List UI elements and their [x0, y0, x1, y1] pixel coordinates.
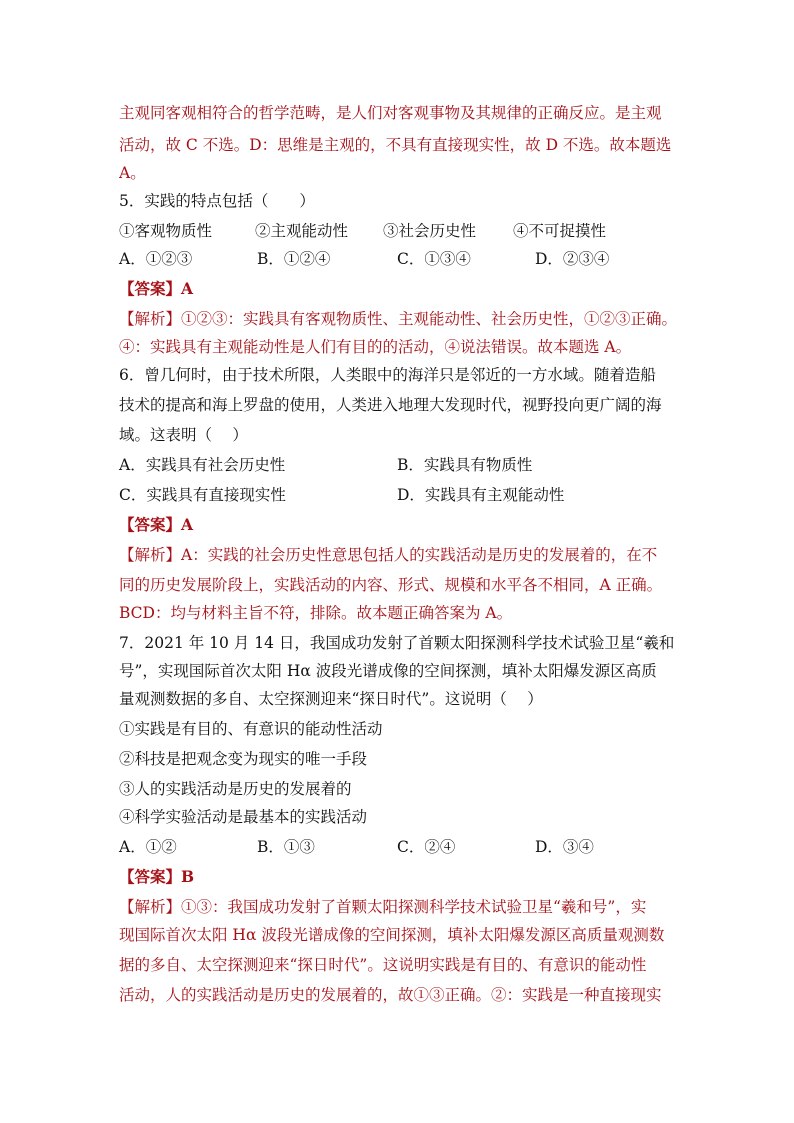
q5-stem: 5．实践的特点包括（ ）	[119, 192, 315, 210]
prev-explanation-line-2: 活动，故 C 不选。D：思维是主观的，不具有直接现实性，故 D 不选。故本题选	[119, 136, 672, 154]
prev-explanation-line-3: A。	[119, 164, 146, 182]
q6-explanation-line-3: BCD：均与材料主旨不符，排除。故本题正确答案为 A。	[119, 604, 513, 622]
q6-options-row-2	[119, 484, 679, 506]
q6-stem-line-1: 6．曾几何时，由于技术所限，人类眼中的海洋只是邻近的一方水域。随着造船	[119, 366, 656, 384]
q7-stem-line-3: 量观测数据的多自、太空探测迎来“探日时代”。这说明（ ）	[119, 690, 543, 708]
q7-explanation-line-1: 【解析】①③：我国成功发射了首颗太阳探测科学技术试验卫星“羲和号”，实	[119, 898, 647, 916]
q7-option-d: D．③④	[535, 838, 594, 856]
q5-option-b: B．①②④	[257, 250, 331, 268]
q7-explanation-line-3: 据的多自、太空探测迎来“探日时代”。这说明实践是有目的、有意识的能动性	[119, 956, 647, 974]
q6-explanation-line-1: 【解析】A：实践的社会历史性意思包括人的实践活动是历史的发展着的，在不	[119, 546, 658, 564]
q5-option-c: C．①③④	[397, 250, 471, 268]
q7-option-c: C．②④	[397, 838, 456, 856]
q5-explanation-line-1: 【解析】①②③：实践具有客观物质性、主观能动性、社会历史性，①②③正确。	[119, 310, 678, 328]
q6-option-b: B．实践具有物质性	[397, 456, 533, 474]
q7-item-2: ②科技是把观念变为现实的唯一手段	[119, 750, 368, 768]
q7-option-b: B．①③	[257, 838, 315, 856]
q7-explanation-line-4: 活动，人的实践活动是历史的发展着的，故①③正确。②：实践是一种直接现实	[119, 986, 662, 1004]
q5-items-row	[119, 220, 679, 242]
q7-explanation-line-2: 现国际首次太阳 Hα 波段光谱成像的空间探测，填补太阳爆发源区高质量观测数	[119, 926, 665, 944]
q6-options-row-1	[119, 454, 679, 476]
q5-answer: 【答案】A	[119, 279, 194, 298]
q6-option-d: D．实践具有主观能动性	[397, 486, 565, 504]
q5-item: ④不可捉摸性	[513, 222, 607, 240]
q6-option-c: C．实践具有直接现实性	[119, 486, 286, 504]
q7-item-4: ④科学实验活动是最基本的实践活动	[119, 808, 368, 826]
q5-item: ①客观物质性	[119, 222, 213, 240]
q7-item-3: ③人的实践活动是历史的发展着的	[119, 780, 352, 798]
q5-options-row	[119, 248, 679, 270]
q5-option-d: D．②③④	[535, 250, 610, 268]
q6-answer: 【答案】A	[119, 515, 194, 534]
q6-option-a: A．实践具有社会历史性	[119, 456, 286, 474]
q6-stem-line-3: 域。这表明（ ）	[119, 426, 248, 444]
q7-stem-line-2: 号”，实现国际首次太阳 Hα 波段光谱成像的空间探测，填补太阳爆发源区高质	[119, 662, 657, 680]
q7-stem-line-1: 7．2021 年 10 月 14 日，我国成功发射了首颗太阳探测科学技术试验卫星“羲和	[119, 634, 675, 652]
q5-item: ②主观能动性	[255, 222, 349, 240]
q7-option-a: A．①②	[119, 838, 177, 856]
prev-explanation-line-1: 主观同客观相符合的哲学范畴，是人们对客观事物及其规律的正确反应。是主观	[119, 104, 662, 122]
q6-explanation-line-2: 同的历史发展阶段上，实践活动的内容、形式、规模和水平各不相同，A 正确。	[119, 576, 663, 594]
q5-explanation-line-2: ④：实践具有主观能动性是人们有目的的活动，④说法错误。故本题选 A。	[119, 338, 632, 356]
q5-option-a: A．①②③	[119, 250, 193, 268]
q7-options-row	[119, 836, 679, 858]
q7-item-1: ①实践是有目的、有意识的能动性活动	[119, 720, 383, 738]
q5-item: ③社会历史性	[383, 222, 477, 240]
q7-answer: 【答案】B	[119, 867, 195, 886]
q6-stem-line-2: 技术的提高和海上罗盘的使用，人类进入地理大发现时代，视野投向更广阔的海	[119, 396, 662, 414]
